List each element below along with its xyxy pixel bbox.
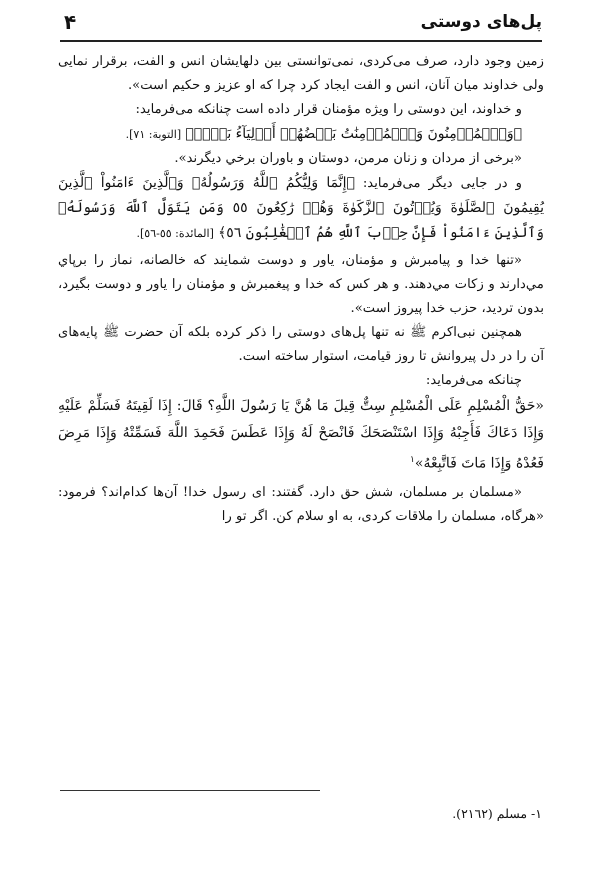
paragraph: چنانکه می‌فرماید: [425,373,522,388]
translation: «برخی از مردان و زنان مرمن، دوستان و باوران برخي ديگرند». [174,151,522,166]
page-body [58,50,544,529]
lead-text: و در جایی دیگر می‌فرماید: [354,176,522,191]
running-title: پل‌های دوستی [420,12,542,32]
quran-text: ﴿وَٱلۡمُؤۡمِنُونَ وَٱلۡمُؤۡمِنَٰتُ بَعۡضُهُمۡ أَوۡلِيَآءُ بَعۡضٖ﴾ [185,126,522,142]
paragraph: همچنین نبی‌اکرم ﷺ نه تنها پل‌های دوستی را ذکر کرده بلکه آن حضرت ﷺ پایه‌های آن را در دل پیروانش تا روز قیامت، استوار ساخته است. [58,325,544,364]
footnote-mark: ١ [410,455,415,465]
verse-reference: [المائدة: ٥٥-٥٦]. [136,227,214,240]
page-number: ۴ [64,10,77,34]
footnote-divider [60,790,320,791]
translation: «تنها خدا و پیامبرش و مؤمنان، یاور و دوست شمایند که خالصانه، نماز را برپاي مي‌دارند و زكات مي‌دهند. و هر كس كه خدا و پيغمبرش و مؤمنان را یاور و دوست بگیرد، بدون تردید، حزب خدا پیروز است». [58,253,544,316]
paragraph: و خداوند، این دوستی را ویژه مؤمنان قرار داده است چنانکه می‌فرماید: [135,102,522,117]
hadith-text: «حَقُّ الْمُسْلِمِ عَلَى الْمُسْلِمِ سِتٌّ قِيلَ مَا هُنَّ يَا رَسُولَ اللَّهِ؟ قَالَ: إِذَا لَقِيتَهُ فَسَلِّمْ عَلَيْهِ وَإِذَا دَعَاكَ فَأَجِبْهُ وَإِذَا اسْتَنْصَحَكَ فَانْصَحْ لَهُ وَإِذَا عَطَسَ فَحَمِدَ اللَّهَ فَسَمِّتْهُ وَإِذَا مَرِضَ فَعُدْهُ وَإِذَا مَاتَ فَاتَّبِعْهُ» [58,398,544,472]
verse-reference: [التوبة: ٧١]. [125,128,182,141]
footnote: ١- مسلم (٢١٦٢). [452,806,542,821]
page-header [60,10,542,42]
paragraph-with-verse [58,171,544,246]
quran-verse [58,122,544,147]
paragraph: زمین وجود دارد، صرف می‌کردی، نمی‌توانستی بین دلهایشان انس و الفت، برقرار نمایی ولی خداوند میان آنان، انس و الفت ایجاد کرد چرا که او عزیز و حکیم است». [58,54,544,93]
hadith [58,393,544,478]
quran-text: ﴿إِنَّمَا وَلِيُّكُمُ ٱللَّهُ وَرَسُولُهُۥ وَٱلَّذِينَ ءَامَنُواْ ٱلَّذِينَ يُقِيمُونَ ٱلصَّلَوٰةَ وَيُؤۡتُونَ ٱلزَّكَوٰةَ وَهُمۡ رَٰكِعُونَ ٥٥ وَمَن يَتَوَلَّ ٱللَّهَ وَرَسُولَهُۥ وَٱلَّذِينَ ءَامَنُواْ فَإِنَّ حِزۡبَ ٱللَّهِ هُمُ ٱلۡغَٰلِبُونَ ٥٦﴾ [58,175,545,241]
translation: «مسلمان بر مسلمان، شش حق دارد. گفتند: ای رسول خدا! آن‌ها کدام‌اند؟ فرمود: «هرگاه، مسلمان را ملاقات کردی، به او سلام کن. اگر تو را [58,484,544,524]
